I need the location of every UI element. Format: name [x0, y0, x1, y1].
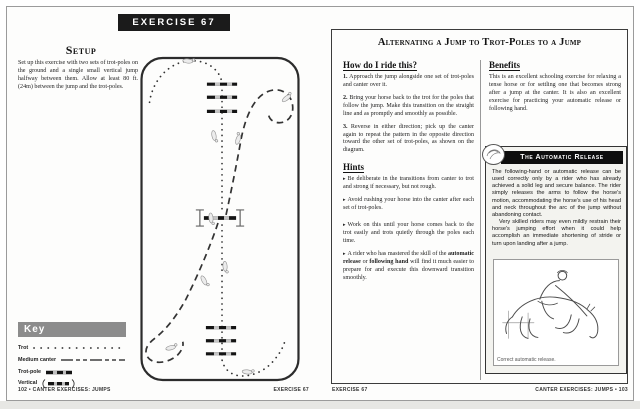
key-label: Medium canter: [18, 357, 57, 363]
hint-4: ▸ A rider who has mastered the skill of the automatic release or following hand will find it much easier to prepare for and execute this downward transition smoothly.: [343, 250, 475, 281]
step-2: 2. Bring your horse back to the trot for the poles that follow the jump. Make this transition on the straight line and as promptly and smoothly as possible.: [343, 94, 475, 117]
sidebar-paragraph-2: Very skilled riders may even mildly restrain their horse's jumping effort when it could help accomplish an immediate shortening of stride or turn upon landing after a jump.: [492, 219, 621, 247]
hint-2: ▸ Avoid rushing your horse into the canter after each set of trot-poles.: [343, 197, 474, 212]
step-number: 1.: [343, 74, 348, 80]
key-item-trot: [18, 343, 128, 353]
benefits-column: [489, 60, 621, 119]
left-exercise-footer: EXERCISE 67: [273, 387, 309, 393]
automatic-release-sidebar: [485, 146, 627, 374]
canter-path: [146, 90, 293, 362]
right-page-frame: [331, 29, 628, 384]
canter-line-sample: [60, 357, 126, 363]
setup-heading: Setup: [65, 43, 97, 57]
hint-bullet-icon: ▸: [343, 197, 346, 204]
sidebar-paragraph-1: The following-hand or automatic release can be used correctly only by a rider who has already achieved a solid leg and secure balance. The rider simply releases the arms to follow the horse's motion, accommodating the horse's use of his head and neck throughout the arc of the jump without abandoning contact.: [492, 169, 621, 218]
hint-bullet-icon: ▸: [343, 176, 346, 183]
sidebar-heading: The Automatic Release: [501, 151, 623, 164]
spread: [6, 6, 634, 401]
step-number: 3.: [343, 123, 348, 130]
setup-paragraph: Set up this exercise with two sets of trot-poles on the ground and a single small vertical jump halfway between them. Allow at least 80 ft. (24m) between the jump and the trot-poles.: [18, 60, 138, 91]
hint-bullet-icon: ▸: [343, 250, 346, 257]
trot-pole-sample: [45, 369, 73, 376]
benefits-heading: Benefits: [489, 60, 520, 70]
trot-line-sample: [32, 345, 128, 351]
key-item-trot-pole: [18, 367, 73, 377]
key-heading: Key: [18, 322, 126, 337]
sidebar-text: [492, 169, 621, 248]
jump-illustration: [493, 259, 619, 366]
step-3: 3. Reverse in either direction; pick up the canter again to repeat the pattern in the opposite direction toward the other set of trot-poles, as shown on the diagram.: [343, 123, 474, 154]
key-item-medium-canter: [18, 355, 126, 365]
left-page-number-footer: 102 • CANTER EXERCISES: JUMPS: [18, 387, 111, 393]
column-divider: [480, 60, 481, 380]
key-label: Vertical: [18, 380, 38, 386]
step-number: 2.: [343, 94, 348, 101]
hints-heading: Hints: [343, 162, 365, 173]
exercise-title: Alternating a Jump to Trot-Poles to a Jump: [377, 37, 582, 48]
how-heading: How do I ride this?: [343, 60, 418, 70]
hint-bullet-icon: ▸: [343, 221, 346, 228]
arena-diagram: [139, 56, 301, 382]
page-edge-shadow: [0, 401, 640, 409]
horse-rider-drawing: [494, 260, 620, 360]
hint-3: ▸ Work on this until your horse comes back to the trot easily and trots quietly through the poles each time.: [343, 221, 474, 244]
step-1: 1. Approach the jump alongside one set of trot-poles and canter over it.: [343, 74, 475, 88]
horse-sketch-icon: [482, 144, 505, 165]
key-label: Trot: [18, 345, 29, 351]
right-exercise-footer: EXERCISE 67: [332, 387, 368, 393]
key-label: Trot-pole: [18, 369, 42, 375]
right-page-number-footer: CANTER EXERCISES: JUMPS • 103: [535, 387, 628, 393]
exercise-banner: EXERCISE 67: [118, 14, 230, 31]
how-to-column: [343, 60, 474, 287]
vertical-jump: [196, 210, 244, 226]
hint-1: ▸ Be deliberate in the transitions from canter to trot and strong if necessary, but not rough.: [343, 176, 474, 191]
benefits-paragraph: This is an excellent schooling exercise for relaxing a tense horse or for settling one that becomes strong after a jump at the canter. It is also an excellent exercise for practicing your automatic release or following hand.: [489, 74, 621, 112]
illustration-caption: Correct automatic release.: [497, 357, 556, 363]
trot-poles-bottom: [206, 328, 236, 354]
